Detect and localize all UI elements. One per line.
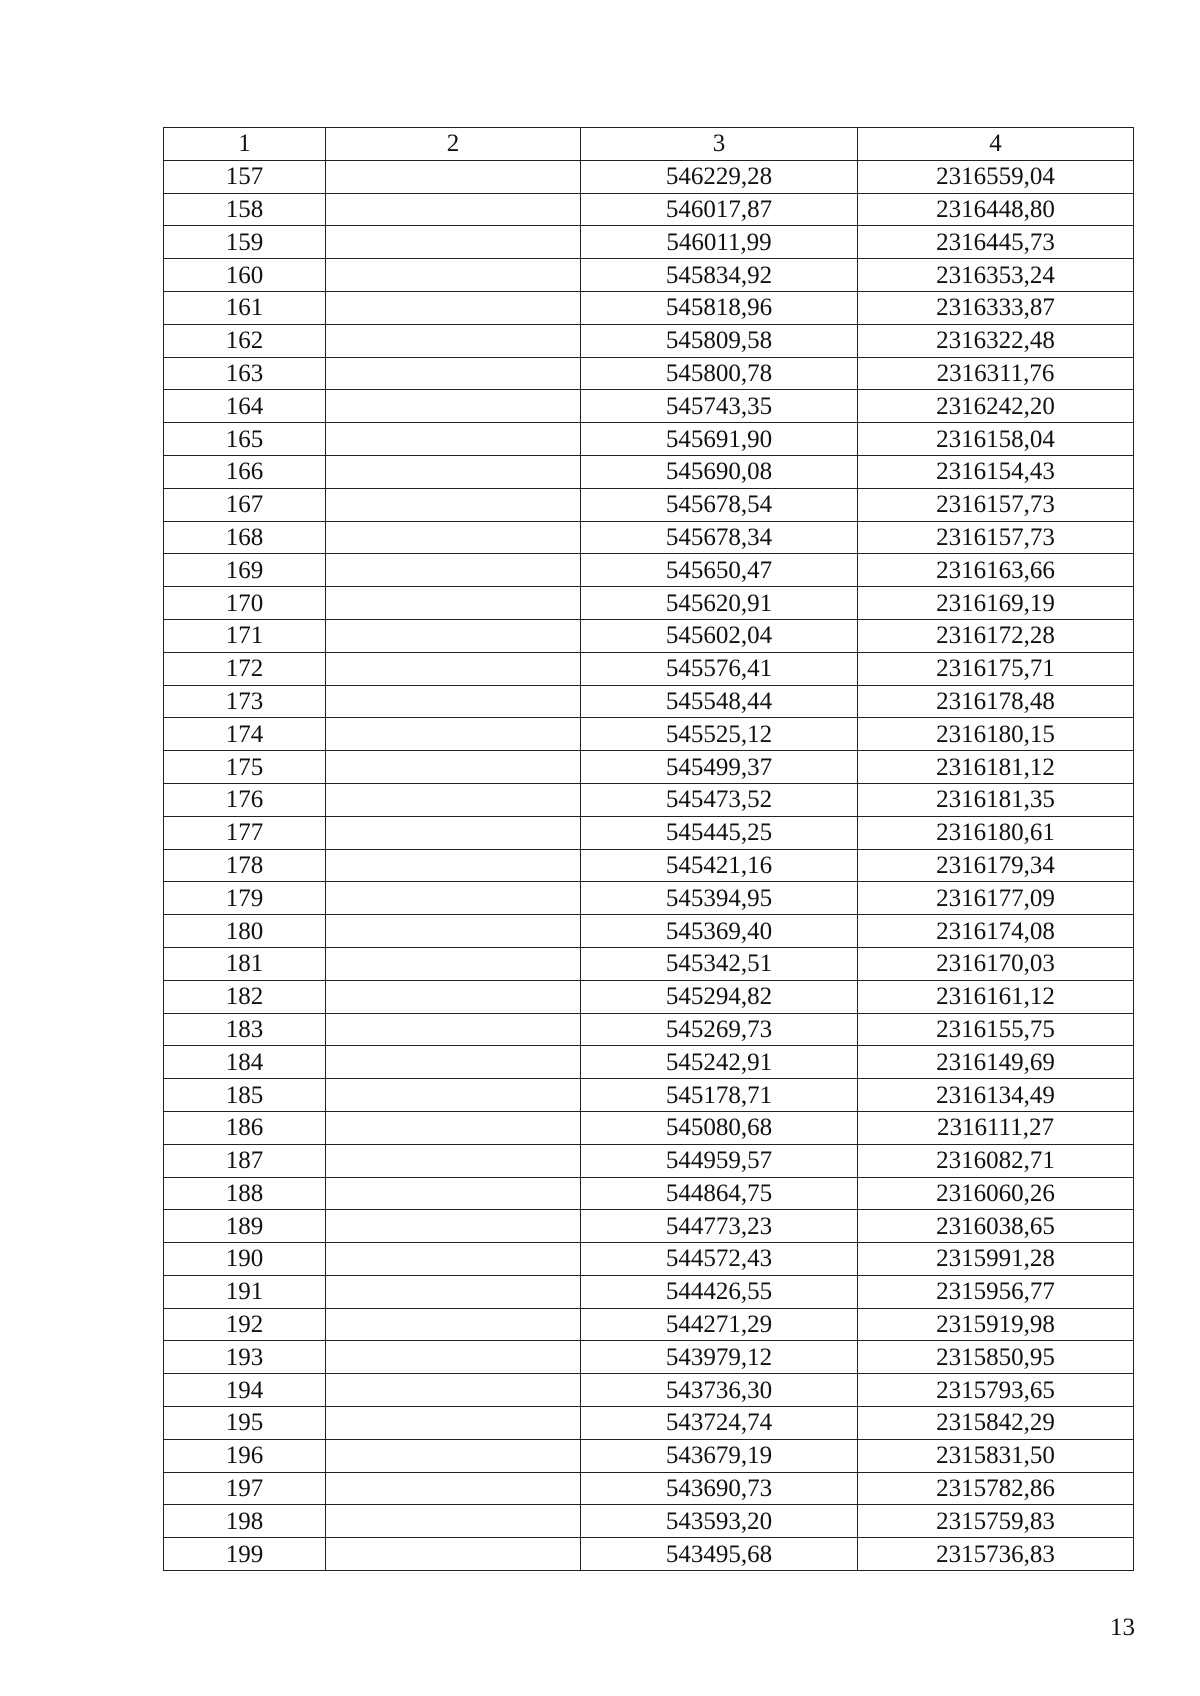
point-number-cell: 181 [164, 947, 326, 980]
table-row [164, 1374, 1134, 1407]
table-row [164, 718, 1134, 751]
point-number-cell: 175 [164, 751, 326, 784]
point-number-cell: 172 [164, 652, 326, 685]
point-number-cell: 198 [164, 1505, 326, 1538]
description-cell [326, 324, 581, 357]
point-number-cell: 184 [164, 1046, 326, 1079]
x-coordinate-cell: 544271,29 [581, 1308, 858, 1341]
description-cell [326, 291, 581, 324]
y-coordinate-cell: 2316170,03 [858, 947, 1134, 980]
point-number-cell: 197 [164, 1472, 326, 1505]
y-coordinate-cell: 2316134,49 [858, 1079, 1134, 1112]
description-cell [326, 1407, 581, 1440]
description-cell [326, 1374, 581, 1407]
description-cell [326, 1275, 581, 1308]
y-coordinate-cell: 2316181,35 [858, 783, 1134, 816]
table-row [164, 1439, 1134, 1472]
table-row [164, 947, 1134, 980]
y-coordinate-cell: 2315991,28 [858, 1243, 1134, 1276]
description-cell [326, 1439, 581, 1472]
x-coordinate-cell: 545369,40 [581, 915, 858, 948]
x-coordinate-cell: 544426,55 [581, 1275, 858, 1308]
description-cell [326, 1046, 581, 1079]
y-coordinate-cell: 2316353,24 [858, 259, 1134, 292]
description-cell [326, 1308, 581, 1341]
table-row [164, 423, 1134, 456]
description-cell [326, 980, 581, 1013]
y-coordinate-cell: 2315842,29 [858, 1407, 1134, 1440]
y-coordinate-cell: 2316445,73 [858, 226, 1134, 259]
description-cell [326, 390, 581, 423]
header-col-3: 3 [581, 128, 858, 161]
y-coordinate-cell: 2315919,98 [858, 1308, 1134, 1341]
x-coordinate-cell: 545548,44 [581, 685, 858, 718]
header-col-1: 1 [164, 128, 326, 161]
point-number-cell: 163 [164, 357, 326, 390]
description-cell [326, 521, 581, 554]
description-cell [326, 193, 581, 226]
table-row [164, 915, 1134, 948]
x-coordinate-cell: 545473,52 [581, 783, 858, 816]
point-number-cell: 158 [164, 193, 326, 226]
table-row [164, 324, 1134, 357]
table-row [164, 193, 1134, 226]
point-number-cell: 160 [164, 259, 326, 292]
point-number-cell: 177 [164, 816, 326, 849]
description-cell [326, 1341, 581, 1374]
point-number-cell: 189 [164, 1210, 326, 1243]
x-coordinate-cell: 544773,23 [581, 1210, 858, 1243]
table-row [164, 1046, 1134, 1079]
point-number-cell: 187 [164, 1144, 326, 1177]
description-cell [326, 652, 581, 685]
table-row [164, 259, 1134, 292]
description-cell [326, 554, 581, 587]
point-number-cell: 164 [164, 390, 326, 423]
point-number-cell: 161 [164, 291, 326, 324]
point-number-cell: 178 [164, 849, 326, 882]
y-coordinate-cell: 2316154,43 [858, 455, 1134, 488]
table-row [164, 980, 1134, 1013]
x-coordinate-cell: 545294,82 [581, 980, 858, 1013]
description-cell [326, 816, 581, 849]
table-row [164, 1407, 1134, 1440]
point-number-cell: 186 [164, 1111, 326, 1144]
table-header-row [164, 128, 1134, 161]
y-coordinate-cell: 2316163,66 [858, 554, 1134, 587]
table-row [164, 160, 1134, 193]
header-col-4: 4 [858, 128, 1134, 161]
point-number-cell: 179 [164, 882, 326, 915]
description-cell [326, 1538, 581, 1571]
table-row [164, 226, 1134, 259]
y-coordinate-cell: 2316181,12 [858, 751, 1134, 784]
x-coordinate-cell: 543724,74 [581, 1407, 858, 1440]
x-coordinate-cell: 543690,73 [581, 1472, 858, 1505]
y-coordinate-cell: 2316155,75 [858, 1013, 1134, 1046]
description-cell [326, 357, 581, 390]
x-coordinate-cell: 543679,19 [581, 1439, 858, 1472]
description-cell [326, 160, 581, 193]
y-coordinate-cell: 2316175,71 [858, 652, 1134, 685]
y-coordinate-cell: 2316311,76 [858, 357, 1134, 390]
table-row [164, 488, 1134, 521]
table-row [164, 1111, 1134, 1144]
table-row [164, 1177, 1134, 1210]
table-row [164, 1144, 1134, 1177]
table-row [164, 751, 1134, 784]
point-number-cell: 157 [164, 160, 326, 193]
description-cell [326, 259, 581, 292]
x-coordinate-cell: 546011,99 [581, 226, 858, 259]
table-row [164, 685, 1134, 718]
description-cell [326, 783, 581, 816]
y-coordinate-cell: 2316448,80 [858, 193, 1134, 226]
x-coordinate-cell: 545242,91 [581, 1046, 858, 1079]
description-cell [326, 1210, 581, 1243]
description-cell [326, 947, 581, 980]
x-coordinate-cell: 546017,87 [581, 193, 858, 226]
x-coordinate-cell: 545834,92 [581, 259, 858, 292]
description-cell [326, 619, 581, 652]
y-coordinate-cell: 2316157,73 [858, 488, 1134, 521]
y-coordinate-cell: 2315782,86 [858, 1472, 1134, 1505]
y-coordinate-cell: 2316322,48 [858, 324, 1134, 357]
table-row [164, 882, 1134, 915]
point-number-cell: 168 [164, 521, 326, 554]
description-cell [326, 1472, 581, 1505]
x-coordinate-cell: 545394,95 [581, 882, 858, 915]
y-coordinate-cell: 2315736,83 [858, 1538, 1134, 1571]
description-cell [326, 1111, 581, 1144]
y-coordinate-cell: 2316060,26 [858, 1177, 1134, 1210]
y-coordinate-cell: 2315831,50 [858, 1439, 1134, 1472]
point-number-cell: 185 [164, 1079, 326, 1112]
description-cell [326, 718, 581, 751]
point-number-cell: 167 [164, 488, 326, 521]
y-coordinate-cell: 2316149,69 [858, 1046, 1134, 1079]
table-row [164, 1308, 1134, 1341]
page-number: 13 [1110, 1614, 1135, 1641]
description-cell [326, 488, 581, 521]
y-coordinate-cell: 2316559,04 [858, 160, 1134, 193]
table-row [164, 1472, 1134, 1505]
description-cell [326, 685, 581, 718]
x-coordinate-cell: 545620,91 [581, 587, 858, 620]
coordinates-table [163, 127, 1134, 1571]
description-cell [326, 587, 581, 620]
x-coordinate-cell: 544572,43 [581, 1243, 858, 1276]
y-coordinate-cell: 2316158,04 [858, 423, 1134, 456]
point-number-cell: 180 [164, 915, 326, 948]
table-body [164, 160, 1134, 1570]
x-coordinate-cell: 543736,30 [581, 1374, 858, 1407]
x-coordinate-cell: 545809,58 [581, 324, 858, 357]
point-number-cell: 192 [164, 1308, 326, 1341]
point-number-cell: 171 [164, 619, 326, 652]
x-coordinate-cell: 545818,96 [581, 291, 858, 324]
x-coordinate-cell: 545743,35 [581, 390, 858, 423]
table-row [164, 587, 1134, 620]
description-cell [326, 1243, 581, 1276]
point-number-cell: 166 [164, 455, 326, 488]
x-coordinate-cell: 545445,25 [581, 816, 858, 849]
y-coordinate-cell: 2316242,20 [858, 390, 1134, 423]
x-coordinate-cell: 545690,08 [581, 455, 858, 488]
table-row [164, 291, 1134, 324]
point-number-cell: 173 [164, 685, 326, 718]
table-row [164, 849, 1134, 882]
header-col-2: 2 [326, 128, 581, 161]
y-coordinate-cell: 2316174,08 [858, 915, 1134, 948]
description-cell [326, 423, 581, 456]
y-coordinate-cell: 2316178,48 [858, 685, 1134, 718]
description-cell [326, 849, 581, 882]
x-coordinate-cell: 544959,57 [581, 1144, 858, 1177]
table-row [164, 521, 1134, 554]
description-cell [326, 455, 581, 488]
x-coordinate-cell: 545678,54 [581, 488, 858, 521]
point-number-cell: 169 [164, 554, 326, 587]
table-row [164, 1243, 1134, 1276]
table-row [164, 554, 1134, 587]
point-number-cell: 174 [164, 718, 326, 751]
point-number-cell: 196 [164, 1439, 326, 1472]
point-number-cell: 159 [164, 226, 326, 259]
x-coordinate-cell: 545678,34 [581, 521, 858, 554]
x-coordinate-cell: 544864,75 [581, 1177, 858, 1210]
table-row [164, 1505, 1134, 1538]
table-row [164, 1079, 1134, 1112]
description-cell [326, 1177, 581, 1210]
description-cell [326, 915, 581, 948]
point-number-cell: 176 [164, 783, 326, 816]
description-cell [326, 1079, 581, 1112]
point-number-cell: 194 [164, 1374, 326, 1407]
y-coordinate-cell: 2316038,65 [858, 1210, 1134, 1243]
x-coordinate-cell: 545499,37 [581, 751, 858, 784]
table-row [164, 1538, 1134, 1571]
y-coordinate-cell: 2315793,65 [858, 1374, 1134, 1407]
y-coordinate-cell: 2315850,95 [858, 1341, 1134, 1374]
x-coordinate-cell: 545421,16 [581, 849, 858, 882]
point-number-cell: 188 [164, 1177, 326, 1210]
description-cell [326, 226, 581, 259]
y-coordinate-cell: 2316179,34 [858, 849, 1134, 882]
point-number-cell: 162 [164, 324, 326, 357]
point-number-cell: 170 [164, 587, 326, 620]
description-cell [326, 1144, 581, 1177]
description-cell [326, 882, 581, 915]
table-row [164, 357, 1134, 390]
point-number-cell: 182 [164, 980, 326, 1013]
y-coordinate-cell: 2316333,87 [858, 291, 1134, 324]
table-row [164, 455, 1134, 488]
description-cell [326, 751, 581, 784]
table-header [164, 128, 1134, 161]
table-row [164, 1275, 1134, 1308]
y-coordinate-cell: 2316082,71 [858, 1144, 1134, 1177]
y-coordinate-cell: 2316180,61 [858, 816, 1134, 849]
y-coordinate-cell: 2316157,73 [858, 521, 1134, 554]
table-row [164, 390, 1134, 423]
y-coordinate-cell: 2316161,12 [858, 980, 1134, 1013]
point-number-cell: 165 [164, 423, 326, 456]
x-coordinate-cell: 543979,12 [581, 1341, 858, 1374]
x-coordinate-cell: 545602,04 [581, 619, 858, 652]
table-row [164, 1341, 1134, 1374]
description-cell [326, 1013, 581, 1046]
x-coordinate-cell: 545650,47 [581, 554, 858, 587]
x-coordinate-cell: 543593,20 [581, 1505, 858, 1538]
description-cell [326, 1505, 581, 1538]
table-row [164, 1210, 1134, 1243]
table-row [164, 619, 1134, 652]
y-coordinate-cell: 2316177,09 [858, 882, 1134, 915]
x-coordinate-cell: 545691,90 [581, 423, 858, 456]
point-number-cell: 183 [164, 1013, 326, 1046]
x-coordinate-cell: 545080,68 [581, 1111, 858, 1144]
y-coordinate-cell: 2316169,19 [858, 587, 1134, 620]
point-number-cell: 195 [164, 1407, 326, 1440]
y-coordinate-cell: 2316172,28 [858, 619, 1134, 652]
x-coordinate-cell: 545269,73 [581, 1013, 858, 1046]
x-coordinate-cell: 545800,78 [581, 357, 858, 390]
table-row [164, 652, 1134, 685]
x-coordinate-cell: 545525,12 [581, 718, 858, 751]
y-coordinate-cell: 2315956,77 [858, 1275, 1134, 1308]
y-coordinate-cell: 2316180,15 [858, 718, 1134, 751]
point-number-cell: 191 [164, 1275, 326, 1308]
table-row [164, 816, 1134, 849]
x-coordinate-cell: 543495,68 [581, 1538, 858, 1571]
x-coordinate-cell: 545178,71 [581, 1079, 858, 1112]
point-number-cell: 193 [164, 1341, 326, 1374]
point-number-cell: 190 [164, 1243, 326, 1276]
table-row [164, 1013, 1134, 1046]
y-coordinate-cell: 2316111,27 [858, 1111, 1134, 1144]
x-coordinate-cell: 545342,51 [581, 947, 858, 980]
x-coordinate-cell: 546229,28 [581, 160, 858, 193]
y-coordinate-cell: 2315759,83 [858, 1505, 1134, 1538]
x-coordinate-cell: 545576,41 [581, 652, 858, 685]
table-row [164, 783, 1134, 816]
point-number-cell: 199 [164, 1538, 326, 1571]
